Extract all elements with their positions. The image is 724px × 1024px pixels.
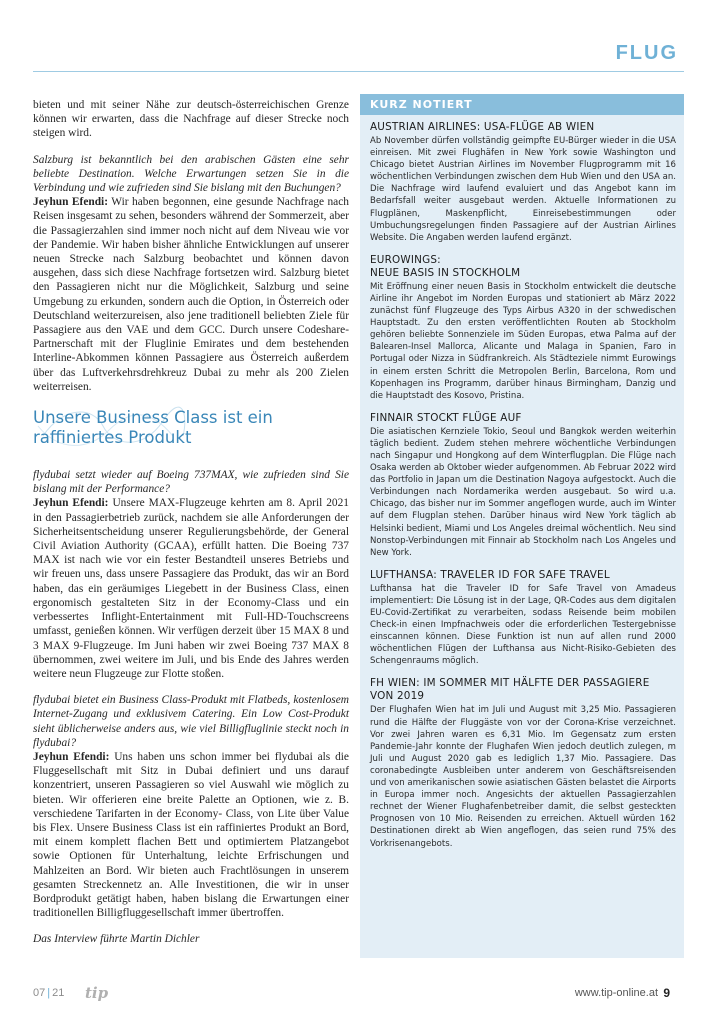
news-box-title: KURZ NOTIERT <box>360 94 684 115</box>
tip-logo: tip <box>85 984 109 1002</box>
answer-text: Uns haben uns schon immer bei flydubai als die Fluggesellschaft mit Sitz in Dubai definiert und uns darauf konzentriert, unseren Passagieren so viel Auswahl wie möglich zu bieten. Wir offerieren eine breite Palette an Optionen, wie z. B. verschiedene Tarifarten in der Economy- Class, von Lite über Value bis Flex. Unsere Business Class ist ein raffiniertes Produkt an Bord, mit einem komplett flachen Bett und optimiertem Platzangebot sowie Optionen für Unterhaltung, leichte Erfrischungen und Mahlzeiten an Bord. Wir bieten auch Frachtlösungen in unserem gesamten Streckennetz an. Alle Investitionen, die wir in unser Bordprodukt getätigt haben, haben bislang die Erwartungen einer traditionellen Billigfluggesellschaft immer übertroffen. <box>33 750 349 920</box>
author-credit: Das Interview führte Martin Dichler <box>33 933 200 946</box>
news-heading-line: FH WIEN: IM SOMMER MIT HÄLFTE DER PASSAGIERE <box>370 677 650 690</box>
paragraph: bieten und mit seiner Nähe zur deutsch-österreichischen Grenze können wir erwarten, dass die Nachfrage auf dieser Strecke noch steigen wird. <box>33 99 349 140</box>
speaker-name: Jeyhun Efendi: <box>33 196 109 209</box>
interview-answer <box>33 750 349 920</box>
issue-year: 21 <box>52 987 65 999</box>
heading-line: Unsere Business Class ist ein <box>33 408 273 428</box>
news-box <box>360 94 684 958</box>
news-heading: LUFTHANSA: TRAVELER ID FOR SAFE TRAVEL <box>370 568 610 581</box>
news-item <box>370 677 676 849</box>
issue-number: 07 | 21 <box>33 987 65 999</box>
news-item <box>370 121 676 244</box>
news-heading-line: NEUE BASIS IN STOCKHOLM <box>370 266 521 279</box>
news-text: Ab November dürfen vollständig geimpfte EU-Bürger wieder in die USA einreisen. Mit zwei Flughäfen in New York sowie Washington und Chicago bietet Austrian Airlines im November Flugprogramm mit 16 wöchentlichen Verbindungen zwischen dem Hub Wien und den USA an. Die Nachfrage wird laufend evaluiert und das Angebot kann im Bedarfsfall weiter ausgebaut werden. Aktuelle Informationen zu Flugplänen, Maskenpflicht, Einreisebestimmungen oder Umbuchungsregelungen finden Passagiere auf der Austrian Airlines Website. Die Angaben werden laufend ergänzt. <box>370 136 676 243</box>
website-url[interactable]: www.tip-online.at <box>574 987 658 999</box>
answer-text: Wir haben begonnen, eine gesunde Nachfrage nach Reisen insgesamt zu sehen, besonders während der Sommerzeit, aber die Passagierzahlen sind immer noch nicht auf dem Niveau wie vor der Pandemie. Wir haben bisher ähnliche Entwicklungen auf unserer neuen Strecke nach Salzburg beobachtet und können davon ausgehen, dass sich diese Nachfrage fortsetzen wird. Salzburg bietet den Passagieren nicht nur die Möglichkeit, Salzburg und seine Umgebung zu erkunden, sondern auch die Option, in Österreich oder Deutschland weiterzureisen, also jene traditionell beliebten Ziele für Passagiere aus den VAE und dem GCC. Durch unsere Codeshare-Partnerschaft mit der Fluglinie Emirates und dem bestehenden Interline-Abkommen können Passagiere aus Österreich außerdem über das Luftverkehrsdrehkreuz Dubai zu mehr als 200 Zielen weiterreisen. <box>33 196 349 393</box>
header-rule <box>33 71 684 72</box>
news-text: Mit Eröffnung einer neuen Basis in Stockholm entwickelt die deutsche Airline ihr Angebot im Norden Europas und stationiert ab März 2022 zunächst fünf Flugzeuge des Typs Airbus A320 in der schwedischen Hauptstadt. Zu den ersten veröffentlichten Routen ab Stockholm gehören beliebte Sonnenziele im Süden Europas, etwa Palma auf der Balearen-Insel Mallorca, Alicante und Malaga in Spanien, Faro in Portugal oder Nizza in Südfrankreich. Als Städteziele nimmt Eurowings in einem ersten Schritt die Metropolen Berlin, Barcelona, Rom und Kopenhagen ins Programm, darüber hinaus Birmingham, Danzig und die Hauptstadt des Kosovo, Pristina. <box>370 281 676 401</box>
news-heading <box>370 254 676 280</box>
news-heading: FINNAIR STOCKT FLÜGE AUF <box>370 411 522 424</box>
news-heading-line: EUROWINGS: <box>370 253 441 266</box>
interview-answer <box>33 195 349 394</box>
news-list <box>360 115 684 850</box>
news-heading: AUSTRIAN AIRLINES: USA-FLÜGE AB WIEN <box>370 121 595 133</box>
interview-question: flydubai bietet ein Business Class-Produkt mit Flatbeds, kostenlosem Internet-Zugang und exklusivem Catering. Ein Low Cost-Produkt sieht üblicherweise anders aus, wie viel Billigfluglinie steckt noch in flydubai? <box>33 694 349 749</box>
news-heading <box>370 677 676 703</box>
news-item <box>370 254 676 402</box>
news-text: Der Flughafen Wien hat im Juli und August mit 3,25 Mio. Passagieren rund die Hälfte der Fluggäste von vor der Corona-Krise verzeichnet. Vor zwei Jahren waren es 6,31 Mio. Im Gegensatz zum ersten Pandemie-Jahr konnte der Flughafen Wien jedoch deutlich zulegen, m Juli und August 2020 gab es lediglich 1,37 Mio. Passagiere. Das coronabedingte Ausbleiben unter anderem von Geschäftsreisenden und von amerikanischen sowie asiatischen Gästen belastet die Airports in Europa immer noch. Angesichts der aktuellen Passagierzahlen rechnet der Wiener Flughafenbetreiber damit, die selbst gesteckten Prognosen von 10 Mio. Reisenden zu erreichen. Aktuell würden 162 Destinationen direkt ab Wien angeflogen, das seien rund 75% des Vorkrisenangebots. <box>370 705 676 849</box>
heading-line: raffiniertes Produkt <box>33 428 192 448</box>
section-label: FLUG <box>615 42 678 64</box>
interview-question: flydubai setzt wieder auf Boeing 737MAX, wie zufrieden sind Sie bislang mit der Performance? <box>33 469 349 496</box>
news-item <box>370 569 676 668</box>
speaker-name: Jeyhun Efendi: <box>33 750 110 763</box>
page-number: 9 <box>663 986 670 1000</box>
news-item <box>370 412 676 559</box>
news-text: Lufthansa hat die Traveler ID for Safe Travel von Amadeus implementiert: Die Lösung ist in der Lage, QR-Codes aus dem digitalen EU-Covid-Zertifikat zu verarbeiten, sodass Reisende beim mobilen Check-in einen Impfnachweis oder die erforderlichen Testergebnisse einscannen können. Diese Funktion ist nun auf allen rund 2000 wöchentlichen Flügen der Lufthansa aus Nicht-Risiko-Gebieten des Schengenraums möglich. <box>370 583 676 667</box>
issue-month: 07 <box>33 987 46 999</box>
section-heading <box>33 408 349 448</box>
interview-answer <box>33 496 349 681</box>
speaker-name: Jeyhun Efendi: <box>33 497 109 510</box>
answer-text: Unsere MAX-Flugzeuge kehrten am 8. April 2021 in den Passagierbetrieb zurück, nachdem sie alle Anforderungen der Sicherheitsentscheidung unserer Regulierungsbehörde, der General Civil Aviation Authority (GCAA), erfüllt hatten. Die Boeing 737 MAX ist nach wie vor ein fester Bestandteil unseres Betriebs und wir freuen uns, dass unsere Passagiere das Produkt, das wir an Bord haben, das ein geräumiges Liegebett in der Business Class, einen ergonomisch gestalteten Sitz in der Economy-Class und ein verbessertes Inflight-Entertainment mit Full-HD-Touchscreens umfasst, genießen können. Wir verfügen derzeit über 15 MAX 8 und 3 MAX 9-Flugzeuge. Im Juni haben wir zwei Boeing 737 MAX 8 übernommen, zwei weitere im Juli, und bis Ende des Jahres werden weitere neun Flugzeuge zur Flotte stoßen. <box>33 497 349 680</box>
interview-question: Salzburg ist bekanntlich bei den arabischen Gästen eine sehr beliebte Destination. Welche Erwartungen setzen Sie in die Verbindung und wie zufrieden sind Sie bislang mit den Buchungen? <box>33 153 349 195</box>
news-text: Die asiatischen Kernziele Tokio, Seoul und Bangkok werden weiterhin täglich bedient. Zudem stehen mehrere wöchentliche Verbindungen nach Singapur und Hongkong auf dem Winterflugplan. Die Flüge nach Osaka werden ab Oktober wieder aufgenommen. Ab Februar 2022 wird das Portfolio in Japan um die Destination Nagoya aufgestockt. Auch die Verbindungen nach Nordamerika werden ausgebaut. So wird u.a. Chicago, das bisher nur im Sommer angeflogen wurde, auch im Winter auf dem Flugplan stehen. Darüber hinaus wird New York täglich ab Helsinki bedient, Miami und Los Angeles dreimal wöchentlich. Neu sind Nonstop-Verbindungen mit Finnair ab Stockholm nach Los Angeles und New York. <box>370 426 676 558</box>
interview-column <box>33 98 349 947</box>
news-heading-line: VON 2019 <box>370 690 425 703</box>
